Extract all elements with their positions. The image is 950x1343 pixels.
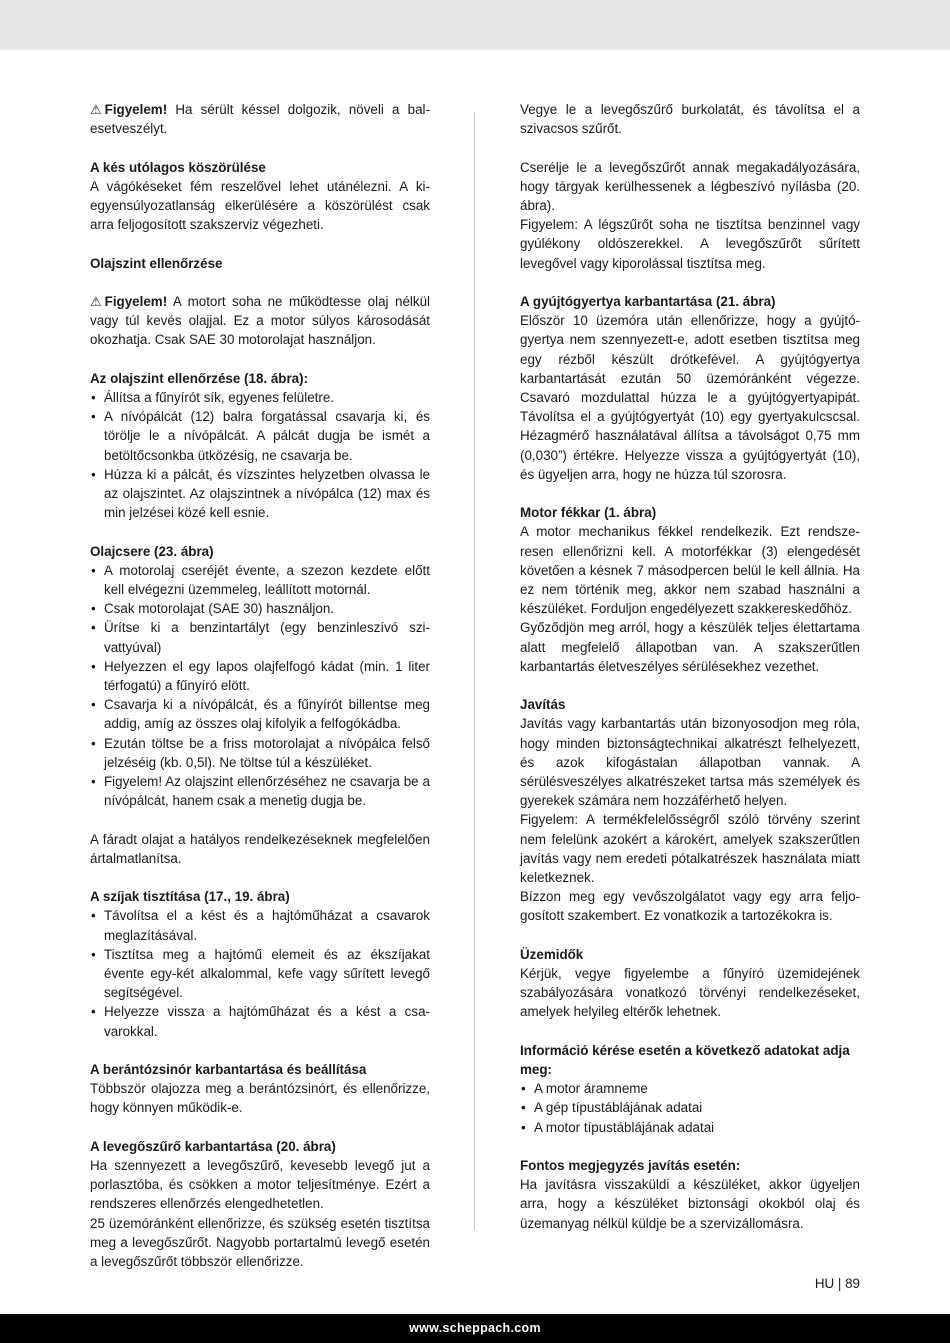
section-title: A kés utólagos köszörülése xyxy=(90,159,266,175)
list-item: • Figyelem! Az olajszint ellenőrzéséhez ne csavarja be a nívópálcát, hanem csak a menetig dugja be. xyxy=(90,772,430,810)
top-band xyxy=(0,0,950,50)
list-item: • A motor áramneme xyxy=(520,1079,860,1098)
section-title: Motor fékkar (1. ábra) xyxy=(520,505,657,521)
list-item: • Ürítse ki a benzintartályt (egy benzinleszívó szivattyúval) xyxy=(90,618,430,656)
section-title: Olajszint ellenőrzése xyxy=(90,255,223,271)
section-title: A berántózsinór karbantartása és beállítása xyxy=(90,1062,367,1078)
warning-paragraph: ⚠ Figyelem! Ha sérült késsel dolgozik, növeli a balesetveszélyt. xyxy=(90,102,430,137)
warning-triangle-icon: ⚠ xyxy=(90,293,102,309)
list-item: • A motor típustáblájának adatai xyxy=(520,1118,860,1137)
body-text: 25 üzemóránként ellenőrizze, és szükség esetén tisztítsa meg a levegőszűrőt. Nagyobb portartalmú levegő esetén a levegőszűrőt többször ellenőrizze. xyxy=(90,1215,430,1270)
page-number: HU | 89 xyxy=(814,1276,860,1291)
list-item: • Helyezze vissza a hajtóműházat és a kést a csavarokkal. xyxy=(90,1002,430,1040)
body-text: Figyelem: A termékfelelősségről szóló törvény szerint nem felelünk azokért a károkért, amelyek szakszerűtlen javítás vagy nem eredeti pótalkatrészek használata miatt keletkeznek. xyxy=(520,812,860,886)
list-item: • A motorolaj cseréjét évente, a szezon kezdete előtt kell elvégezni üzemmeleg, leállított motornál. xyxy=(90,561,430,599)
section-title: Az olajszint ellenőrzése (18. ábra): xyxy=(90,370,309,386)
warning-paragraph: ⚠ Figyelem! A motort soha ne működtesse olaj nélkül vagy túl kevés olajjal. Ez a motor súlyos károsodását okozhatja. Csak SAE 30 motorolajat használjon. xyxy=(90,293,430,348)
list-item: • Csavarja ki a nívópálcát, és a fűnyírót billentse meg addig, amíg az összes olaj kifolyik a felfogókádba. xyxy=(90,695,430,733)
list-item: • Távolítsa el a kést és a hajtóműházat a csavarok meglazításával. xyxy=(90,906,430,944)
section-title: A levegőszűrő karbantartása (20. ábra) xyxy=(90,1138,336,1154)
bullet-list xyxy=(520,1079,860,1137)
body-text: A vágókéseket fém reszelővel lehet utánélezni. A kiegyensúlyozatlanság elkerülésére a köszörülést csak arra feljogosított szakszerviz végezheti. xyxy=(90,178,430,233)
section-title: Üzemidők xyxy=(520,946,584,962)
body-text: Először 10 üzemóra után ellenőrizze, hogy a gyújtógyertya nem szennyezett-e, adott esetben tisztítsa meg egy rézből készült drótkefével. A gyújtógyertya karbantartását ezután 50 üzemóránként végezze. Csavaró mozdulattal húzza le a gyújtógyertyapipát. Távolítsa el a gyújtógyertyát (10) egy gyertyakulcscsal. Hézagmérő használatával állítsa a távolságot 0,75 mm (0,030”) értékre. Helyezze vissza a gyújtógyertyát (10), és ügyeljen arra, hogy ne húzza túl szorosra. xyxy=(520,313,860,482)
section-title: Olajcsere (23. ábra) xyxy=(90,543,214,559)
bullet-list xyxy=(90,561,430,811)
body-text: Bízzon meg egy vevőszolgálatot vagy egy arra feljogosított szakembert. Ez vonatkozik a tartozékokra is. xyxy=(520,889,860,924)
body-text: Kérjük, vegye figyelembe a fűnyíró üzemidejének szabályozására vonatkozó törvényi rendelkezéseket, amelyek helyileg eltérők lehetnek. xyxy=(520,966,860,1020)
body-text: Győződjön meg arról, hogy a készülék teljes élettartama alatt megfelelő állapotban van. A szakszerűtlen karbantartás életveszélyes sérülésekhez vezethet. xyxy=(520,620,860,674)
body-text: Vegye le a levegőszűrő burkolatát, és távolítsa el a szivacsos szűrőt. xyxy=(520,102,860,137)
list-item: • Csak motorolajat (SAE 30) használjon. xyxy=(90,599,430,618)
left-column xyxy=(90,100,430,1271)
body-text: Ha javításra visszaküldi a készüléket, akkor ügyeljen arra, hogy a készüléket biztonsági okokból olaj és üzemanyag nélkül küldje be a szervizállomásra. xyxy=(520,1177,860,1231)
body-text: Javítás vagy karbantartás után bizonyosodjon meg róla, hogy minden biztonságtechnikai alkatrészt felhelyezett, és azok kifogástalan állapotban vannak. A sérülésveszélyes alkatrészeket tartsa más személyek és gyerekek számára nem hozzáférhető helyen. xyxy=(520,716,860,809)
body-text: Többször olajozza meg a berántózsinórt, és ellenőrizze, hogy könnyen működik-e. xyxy=(90,1081,430,1116)
footer-url: www.scheppach.com xyxy=(409,1321,541,1335)
section-title: A szíjak tisztítása (17., 19. ábra) xyxy=(90,889,290,905)
body-text: A motor mechanikus fékkel rendelkezik. Ezt rendszeresen ellenőrizni kell. A motorfékkar (3) elengedését követően a késnek 7 másodpercen belül le kell állnia. Ha ez nem történik meg, akkor nem szabad használni a készüléket. Forduljon engedélyezett szakkereskedőhöz. xyxy=(520,524,860,617)
list-item: • A nívópálcát (12) balra forgatással csavarja ki, és törölje le a nívópálcát. A pálcát dugja be ismét a betöltőcsonkba ütközésig, ne csavarja be. xyxy=(90,407,430,465)
list-item: • A gép típustáblájának adatai xyxy=(520,1098,860,1117)
list-item: • Állítsa a fűnyírót sík, egyenes felületre. xyxy=(90,388,430,407)
bullet-list xyxy=(90,388,430,522)
warning-triangle-icon: ⚠ xyxy=(90,102,102,117)
column-divider xyxy=(474,113,475,1230)
list-item: • Tisztítsa meg a hajtómű elemeit és az ékszíjakat évente egy-két alkalommal, kefe vagy sűrített levegő segítségével. xyxy=(90,945,430,1003)
section-title: Információ kérése esetén a következő adatokat adja meg: xyxy=(520,1042,850,1078)
section-title: Javítás xyxy=(520,697,566,713)
list-item: • Ezután töltse be a friss motorolajat a nívópálca felső jelzéséig (kb. 0,5l). Ne töltse túl a készüléket. xyxy=(90,734,430,772)
body-text: Ha szennyezett a levegőszűrő, kevesebb levegő jut a porlasztóba, és csökken a motor teljesítménye. Ezért a rendszeres ellenőrzés elengedhetetlen. xyxy=(90,1158,430,1212)
list-item: • Húzza ki a pálcát, és vízszintes helyzetben olvassa le az olajszintet. Az olajszintnek a nívópálca (12) max és min jelzései közé kell esnie. xyxy=(90,465,430,523)
right-column xyxy=(520,100,860,1233)
section-title: Fontos megjegyzés javítás esetén: xyxy=(520,1158,741,1174)
bullet-list xyxy=(90,906,430,1040)
section-title: A gyújtógyertya karbantartása (21. ábra) xyxy=(520,294,776,309)
list-item: • Helyezzen el egy lapos olajfelfogó kádat (min. 1 liter térfogatú) a fűnyíró elött. xyxy=(90,657,430,695)
body-text: A fáradt olajat a hatályos rendelkezéseknek megfelelően ártalmatlanítsa. xyxy=(90,831,430,866)
body-text: Cserélje le a levegőszűrőt annak megakadályozására, hogy tárgyak kerülhessenek a légbeszívó nyílásba (20. ábra). xyxy=(520,159,860,213)
footer-bar xyxy=(0,1314,950,1343)
body-text: Figyelem: A légszűrőt soha ne tisztítsa benzinnel vagy gyúlékony oldószerekkel. A levegőszűrőt sűrített levegővel vagy kiporolással tisztítsa meg. xyxy=(520,217,860,271)
